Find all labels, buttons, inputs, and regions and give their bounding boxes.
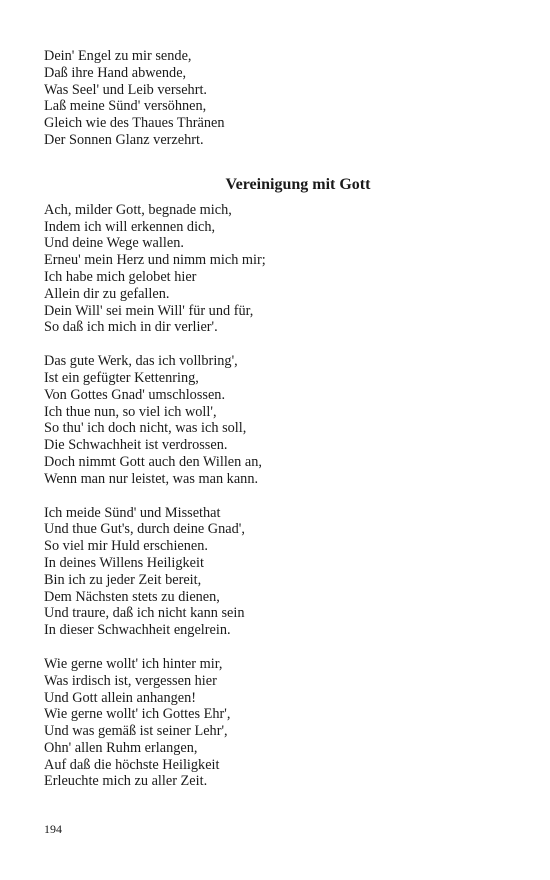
intro-stanza (44, 48, 514, 149)
stanza-1 (44, 202, 514, 336)
verse-line: Was Seel' und Leib versehrt. (44, 81, 208, 98)
verse-line: Indem ich will erkennen dich, (44, 218, 216, 235)
verse-line: Ist ein gefügter Kettenring, (44, 369, 199, 386)
verse-line: Dem Nächsten stets zu dienen, (44, 588, 220, 605)
verse-line: Erneu' mein Herz und nimm mich mir; (44, 252, 266, 269)
verse-line: Allein dir zu gefallen. (44, 285, 170, 302)
verse-line: Bin ich zu jeder Zeit bereit, (44, 571, 202, 588)
verse-line: Und traure, daß ich nicht kann sein (44, 605, 245, 622)
verse-line: Ohn' allen Ruhm erlangen, (44, 739, 198, 756)
verse-line: In deines Willens Heiligkeit (44, 554, 204, 571)
verse-line: Das gute Werk, das ich vollbring', (44, 353, 238, 370)
stanza-3 (44, 505, 514, 639)
verse-line: Und deine Wege wallen. (44, 235, 184, 252)
page-number: 194 (44, 822, 62, 836)
verse-line: Ach, milder Gott, begnade mich, (44, 201, 232, 218)
verse-line: Ich meide Sünd' und Missethat (44, 504, 221, 521)
verse-line: Erleuchte mich zu aller Zeit. (44, 773, 208, 790)
stanza-gap (44, 639, 514, 656)
verse-line: Auf daß die höchste Heiligkeit (44, 756, 220, 773)
verse-line: Die Schwachheit ist verdrossen. (44, 437, 228, 454)
verse-line: Wie gerne wollt' ich Gottes Ehr', (44, 706, 231, 723)
verse-line: Was irdisch ist, vergessen hier (44, 672, 217, 689)
verse-line: So daß ich mich in dir verlier'. (44, 319, 218, 336)
verse-line: Der Sonnen Glanz verzehrt. (44, 131, 204, 148)
stanza-gap (44, 336, 514, 353)
verse-line: Wenn man nur leistet, was man kann. (44, 470, 259, 487)
verse-line: Dein' Engel zu mir sende, (44, 48, 192, 64)
verse-line: Dein Will' sei mein Will' für und für, (44, 302, 254, 319)
verse-line: Ich habe mich gelobet hier (44, 268, 197, 285)
verse-line: Und Gott allein anhangen! (44, 689, 197, 706)
verse-line: In dieser Schwachheit engelrein. (44, 622, 231, 639)
verse-line: So thu' ich doch nicht, was ich soll, (44, 420, 247, 437)
verse-line: So viel mir Huld erschienen. (44, 538, 208, 555)
verse-line: Und thue Gut's, durch deine Gnad', (44, 521, 245, 538)
verse-line: Gleich wie des Thaues Thränen (44, 115, 225, 132)
stanza-gap (44, 488, 514, 505)
verse-line: Doch nimmt Gott auch den Willen an, (44, 453, 262, 470)
verse-line: Von Gottes Gnad' umschlossen. (44, 386, 226, 403)
verse-line: Laß meine Sünd' versöhnen, (44, 98, 207, 115)
verse-line: Und was gemäß ist seiner Lehr', (44, 723, 228, 740)
stanza-4 (44, 656, 514, 790)
stanza-2 (44, 353, 514, 487)
verse-line: Wie gerne wollt' ich hinter mir, (44, 655, 223, 672)
page-body (44, 48, 514, 790)
poem-title: Vereinigung mit Gott (225, 175, 371, 193)
verse-line: Ich thue nun, so viel ich woll', (44, 403, 217, 420)
verse-line: Daß ihre Hand abwende, (44, 64, 187, 81)
